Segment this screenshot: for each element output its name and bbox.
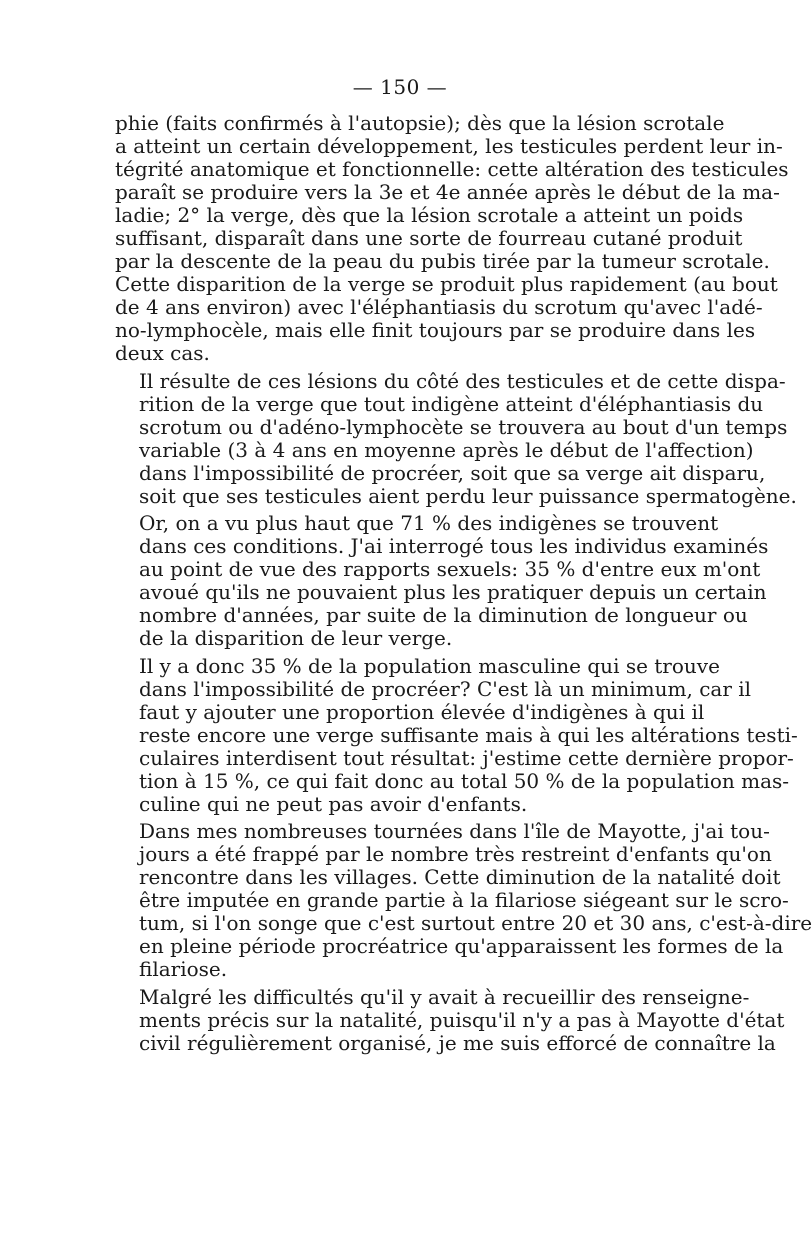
text-line: tégrité anatomique et fonctionnelle: cette altération des testicules bbox=[115, 157, 789, 181]
text-line: nombre d'années, par suite de la diminution de longueur ou bbox=[139, 603, 748, 627]
text-line: rition de la verge que tout indigène atteint d'éléphantiasis du bbox=[139, 391, 764, 416]
text-line: reste encore une verge suffisante mais à qui les altérations testi- bbox=[139, 722, 798, 747]
text-line: tum, si l'on songe que c'est surtout entre 20 et 30 ans, c'est-à-dire bbox=[139, 911, 812, 935]
text-line: no-lymphocèle, mais elle finit toujours par se produire dans les bbox=[115, 318, 756, 342]
text-line: avoué qu'ils ne pouvaient plus les pratiquer depuis un certain bbox=[139, 580, 767, 604]
text-line: Malgré les difficultés qu'il y avait à recueillir des renseigne- bbox=[139, 984, 750, 1009]
text-line: tion à 15 %, ce qui fait donc au total 50 % de la population mas- bbox=[139, 768, 790, 793]
body-text bbox=[115, 111, 812, 1059]
text-line: Dans mes nombreuses tournées dans l'île de Mayotte, j'ai tou- bbox=[139, 819, 770, 843]
text-line: culine qui ne peut pas avoir d'enfants. bbox=[139, 791, 528, 816]
text-line: culaires interdisent tout résultat: j'estime cette dernière propor- bbox=[139, 745, 794, 770]
paragraph-2 bbox=[115, 368, 797, 508]
text-line: être imputée en grande partie à la filariose siégeant sur le scro- bbox=[139, 888, 789, 912]
text-line: Or, on a vu plus haut que 71 % des indigènes se trouvent bbox=[139, 511, 719, 535]
text-line: suffisant, disparaît dans une sorte de fourreau cutané produit bbox=[115, 226, 743, 250]
text-line: scrotum ou d'adéno-lymphocète se trouvera au bout d'un temps bbox=[139, 414, 788, 439]
text-line: phie (faits confirmés à l'autopsie); dès que la lésion scrotale bbox=[115, 111, 725, 135]
text-line: par la descente de la peau du pubis tirée par la tumeur scrotale. bbox=[115, 249, 770, 273]
text-line: en pleine période procréatrice qu'apparaissent les formes de la bbox=[139, 934, 784, 958]
paragraph-1 bbox=[115, 111, 789, 365]
page-number: — 150 — bbox=[352, 75, 448, 99]
text-line: ments précis sur la natalité, puisqu'il n'y a pas à Mayotte d'état bbox=[139, 1007, 785, 1032]
text-line: faut y ajouter une proportion élevée d'indigènes à qui il bbox=[139, 699, 705, 724]
text-line: variable (3 à 4 ans en moyenne après le début de l'affection) bbox=[139, 437, 754, 462]
text-line: soit que ses testicules aient perdu leur puissance spermatogène. bbox=[139, 483, 797, 508]
text-line: civil régulièrement organisé, je me suis efforcé de connaître la bbox=[139, 1030, 776, 1055]
text-line: jours a été frappé par le nombre très restreint d'enfants qu'on bbox=[139, 842, 772, 866]
text-line: Il y a donc 35 % de la population masculine qui se trouve bbox=[139, 653, 720, 678]
text-line: dans l'impossibilité de procréer? C'est là un minimum, car il bbox=[139, 676, 752, 701]
text-line: au point de vue des rapports sexuels: 35 % d'entre eux m'ont bbox=[139, 557, 761, 581]
text-line: de 4 ans environ) avec l'éléphantiasis du scrotum qu'avec l'adé- bbox=[115, 295, 763, 319]
text-line: ladie; 2° la verge, dès que la lésion scrotale a atteint un poids bbox=[115, 203, 744, 227]
text-line: de la disparition de leur verge. bbox=[139, 626, 453, 650]
paragraph-3 bbox=[115, 511, 769, 650]
paragraph-4 bbox=[115, 653, 798, 816]
text-line: dans l'impossibilité de procréer, soit que sa verge ait disparu, bbox=[139, 460, 766, 485]
paragraph-6 bbox=[115, 984, 785, 1055]
paragraph-5 bbox=[115, 819, 812, 981]
text-line: Cette disparition de la verge se produit plus rapidement (au bout bbox=[115, 272, 778, 296]
text-line: a atteint un certain développement, les testicules perdent leur in- bbox=[115, 134, 783, 158]
text-line: Il résulte de ces lésions du côté des testicules et de cette dispa- bbox=[139, 368, 786, 393]
text-line: rencontre dans les villages. Cette diminution de la natalité doit bbox=[139, 865, 781, 889]
text-line: deux cas. bbox=[115, 341, 210, 365]
text-line: filariose. bbox=[139, 957, 228, 981]
text-line: dans ces conditions. J'ai interrogé tous les individus examinés bbox=[139, 534, 769, 558]
text-line: paraît se produire vers la 3e et 4e année après le début de la ma- bbox=[115, 180, 780, 204]
